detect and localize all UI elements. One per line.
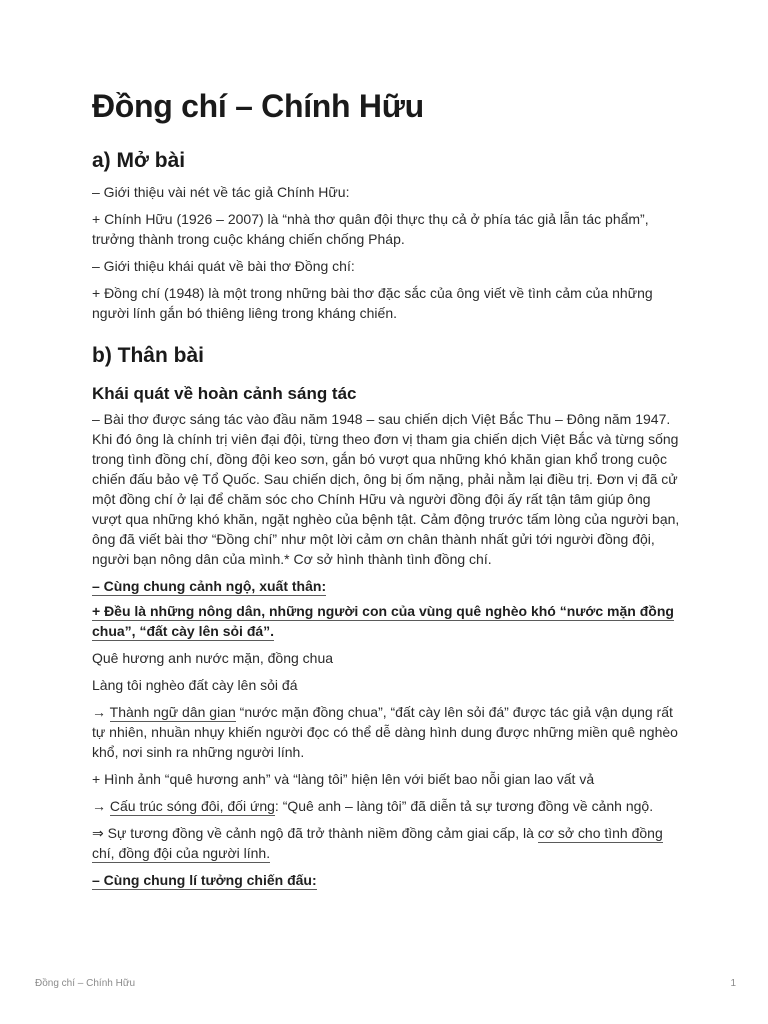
poem-line: Quê hương anh nước mặn, đồng chua — [92, 650, 334, 666]
bold-point — [92, 601, 682, 641]
arrow-prefix: → — [92, 798, 110, 814]
page-number: 1 — [730, 978, 736, 989]
document-body — [92, 84, 682, 897]
paragraph-text: ⇒ Sự tương đồng về cảnh ngộ đã trở thành niềm đồng cảm giai cấp, là — [92, 825, 538, 841]
footer-title: Đồng chí – Chính Hữu — [35, 978, 136, 989]
paragraph: – Giới thiệu vài nét về tác giả Chính Hữu: — [92, 184, 350, 200]
poem-line: Làng tôi nghèo đất cày lên sỏi đá — [92, 677, 298, 693]
paragraph-text: “nước mặn đồng chua”, “đất cày lên sỏi đá” được tác giả vận dụng rất tự nhiên, nhuần nhụy khiến người đọc có thể dễ dàng hình dung được những miền quê nghèo khổ, nơi sinh ra những người lính. — [92, 704, 678, 760]
underlined-text: – Cùng chung lí tưởng chiến đấu: — [92, 872, 317, 888]
paragraph: + Chính Hữu (1926 – 2007) là “nhà thơ quân đội thực thụ cả ở phía tác giả lẫn tác phẩm”, trưởng thành trong cuộc kháng chiến chống Pháp. — [92, 211, 649, 247]
page-footer — [35, 978, 736, 989]
section-heading-mo-bai: a) Mở bài — [92, 149, 186, 172]
bold-point — [92, 576, 682, 596]
paragraph: – Bài thơ được sáng tác vào đầu năm 1948 – sau chiến dịch Việt Bắc Thu – Đông năm 1947. Khi đó ông là chính trị viên đại đội, từng theo đơn vị tham gia chiến dịch Việt Bắc và từng sống trong tình đồng chí, đồng đội keo sơn, gắn bó vượt qua những khó khăn gian khổ trong cuộc chiến đấu bảo vệ Tổ Quốc. Sau chiến dịch, ông bị ốm nặng, phải nằm lại điều trị. Đơn vị đã cử một đồng chí ở lại để chăm sóc cho Chính Hữu và người đồng đội ấy rất tận tâm giúp ông vượt qua những khó khăn, ngặt nghèo của bệnh tật. Cảm động trước tấm lòng của người bạn, ông đã viết bài thơ “Đồng chí” như một lời cảm ơn chân thành nhất gửi tới người đồng đội, người bạn nông dân của mình.* Cơ sở hình thành tình đồng chí. — [92, 411, 680, 567]
page-title: Đồng chí – Chính Hữu — [92, 88, 424, 124]
underlined-text: Thành ngữ dân gian — [109, 704, 236, 720]
paragraph: + Đồng chí (1948) là một trong những bài thơ đặc sắc của ông viết về tình cảm của những người lính gắn bó thiêng liêng trong kháng chiến. — [92, 285, 653, 321]
paragraph — [92, 823, 682, 863]
bold-point — [92, 870, 682, 890]
paragraph — [92, 796, 682, 816]
underlined-text: Cấu trúc sóng đôi, đối ứng — [109, 798, 275, 814]
arrow-prefix: → — [92, 704, 110, 720]
underlined-text: cơ sở cho tình đồng chí, đồng đội của người lính. — [92, 825, 663, 861]
paragraph: + Hình ảnh “quê hương anh” và “làng tôi” hiện lên với biết bao nỗi gian lao vất vả — [92, 771, 595, 787]
underlined-text: – Cùng chung cảnh ngộ, xuất thân: — [92, 578, 327, 594]
section-heading-than-bai: b) Thân bài — [92, 344, 204, 367]
paragraph: – Giới thiệu khái quát về bài thơ Đồng chí: — [92, 258, 355, 274]
underlined-text: + Đều là những nông dân, những người con của vùng quê nghèo khó “nước mặn đồng chua”, “đất cày lên sỏi đá”. — [92, 603, 674, 639]
subsection-heading: Khái quát về hoàn cảnh sáng tác — [92, 384, 357, 403]
paragraph — [92, 702, 682, 762]
paragraph-text: : “Quê anh – làng tôi” đã diễn tả sự tương đồng về cảnh ngộ. — [274, 798, 654, 814]
